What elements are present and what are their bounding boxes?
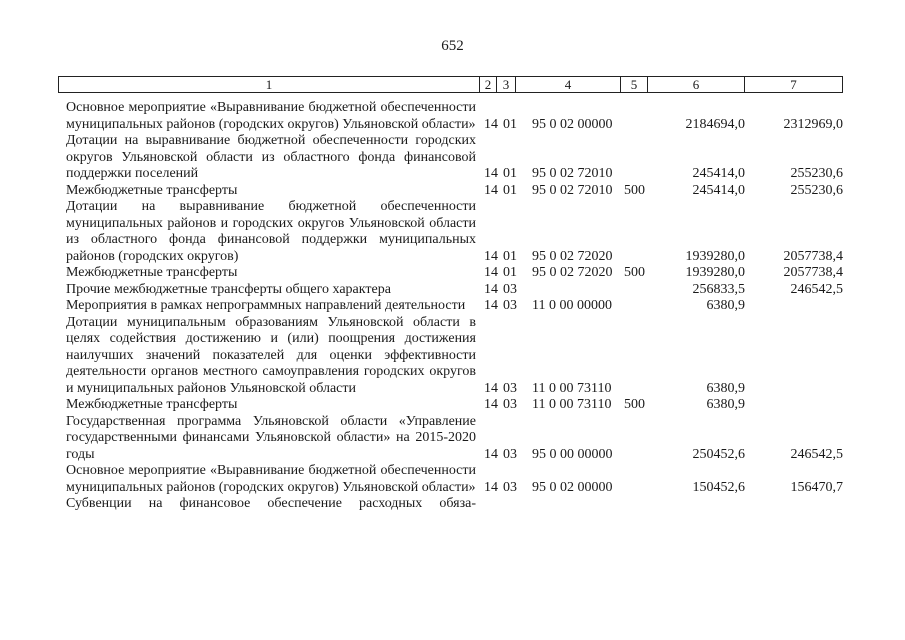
section-code: 14 <box>484 380 498 396</box>
section-code: 14 <box>484 265 498 280</box>
target-article-code: 95 0 02 72020 <box>532 265 613 280</box>
table-row <box>0 315 905 398</box>
subsection-code: 01 <box>503 265 517 280</box>
row-name: Государственная программа Ульяновской области «Управление государственными финансами Ульяновской области» на 2015-2020 годы <box>66 413 476 462</box>
table-row <box>0 298 905 315</box>
header-col-5: 5 <box>621 77 648 93</box>
target-article-code: 95 0 02 00000 <box>532 479 613 495</box>
row-name: Основное мероприятие «Выравнивание бюджетной обеспеченности муниципальных районов (городских округов) Ульяновской области» <box>66 100 476 132</box>
table-header <box>58 76 843 93</box>
table-row <box>0 183 905 200</box>
section-code: 14 <box>484 281 498 297</box>
amount-col-7: 2057738,4 <box>783 248 843 264</box>
row-name: Межбюджетные трансферты <box>66 265 238 280</box>
table-row <box>0 496 905 513</box>
target-article-code: 95 0 02 00000 <box>532 116 613 132</box>
amount-col-6: 245414,0 <box>692 182 745 198</box>
subsection-code: 03 <box>503 380 517 396</box>
amount-col-6: 256833,5 <box>692 281 745 297</box>
expense-type-code: 500 <box>624 265 645 280</box>
section-code: 14 <box>484 298 498 313</box>
table-row <box>0 282 905 299</box>
table-row <box>0 265 905 282</box>
target-article-code: 95 0 02 72010 <box>532 166 613 181</box>
subsection-code: 03 <box>503 479 517 495</box>
subsection-code: 03 <box>503 298 517 313</box>
target-article-code: 95 0 02 72020 <box>532 248 613 264</box>
section-code: 14 <box>484 446 498 462</box>
row-name: Основное мероприятие «Выравнивание бюджетной обеспеченности муниципальных районов (городских округов) Ульяновской области» <box>66 463 476 495</box>
subsection-code: 03 <box>503 281 517 297</box>
header-col-2: 2 <box>480 77 497 93</box>
page-number: 652 <box>441 38 464 54</box>
section-code: 14 <box>484 182 498 198</box>
section-code: 14 <box>484 397 498 412</box>
target-article-code: 95 0 00 00000 <box>532 446 613 462</box>
subsection-code: 01 <box>503 166 517 181</box>
amount-col-6: 6380,9 <box>706 298 745 313</box>
table-row <box>0 397 905 414</box>
amount-col-6: 250452,6 <box>692 446 745 462</box>
row-name: Дотации на выравнивание бюджетной обеспеченности муниципальных районов и городских округов Ульяновской области из областного фонда финансовой поддержки муниципальных районов (городских округов) <box>66 199 476 264</box>
row-name: Мероприятия в рамках непрограммных направлений деятельности <box>66 298 466 313</box>
table-row <box>0 463 905 496</box>
header-col-3: 3 <box>497 77 516 93</box>
target-article-code: 11 0 00 73110 <box>532 380 612 396</box>
amount-col-7: 2057738,4 <box>783 265 843 280</box>
row-name: Дотации на выравнивание бюджетной обеспеченности городских округов Ульяновской области из областного фонда финансовой поддержки поселений <box>66 133 476 181</box>
amount-col-6: 1939280,0 <box>685 265 745 280</box>
subsection-code: 01 <box>503 116 517 132</box>
target-article-code: 11 0 00 73110 <box>532 397 612 412</box>
amount-col-7: 255230,6 <box>790 182 843 198</box>
amount-col-6: 2184694,0 <box>685 116 745 132</box>
header-col-6: 6 <box>648 77 745 93</box>
row-name: Дотации муниципальным образованиям Ульяновской области в целях содействия достижению и (или) поощрения достижения наилучших значений показателей для оценки эффективности деятельности органов местного самоуправления городских округов и муниципальных районов Ульяновской области <box>66 314 476 396</box>
row-name: Межбюджетные трансферты <box>66 397 238 412</box>
expense-type-code: 500 <box>624 397 645 412</box>
budget-table-body <box>0 100 905 513</box>
row-name: Межбюджетные трансферты <box>66 182 238 198</box>
section-code: 14 <box>484 116 498 132</box>
subsection-code: 01 <box>503 182 517 198</box>
amount-col-6: 1939280,0 <box>685 248 745 264</box>
target-article-code: 95 0 02 72010 <box>532 182 613 198</box>
subsection-code: 03 <box>503 446 517 462</box>
row-name: Субвенции на финансовое обеспечение расходных обяза- <box>66 496 476 511</box>
amount-col-7: 156470,7 <box>790 479 843 495</box>
table-row <box>0 414 905 464</box>
table-row <box>0 133 905 183</box>
header-col-4: 4 <box>516 77 621 93</box>
amount-col-6: 6380,9 <box>706 397 745 412</box>
amount-col-7: 246542,5 <box>790 281 843 297</box>
header-col-7: 7 <box>745 77 843 93</box>
amount-col-6: 6380,9 <box>706 380 745 396</box>
target-article-code: 11 0 00 00000 <box>532 298 612 313</box>
expense-type-code: 500 <box>624 182 645 198</box>
section-code: 14 <box>484 479 498 495</box>
section-code: 14 <box>484 248 498 264</box>
subsection-code: 03 <box>503 397 517 412</box>
amount-col-6: 150452,6 <box>692 479 745 495</box>
amount-col-7: 246542,5 <box>790 446 843 462</box>
section-code: 14 <box>484 166 498 181</box>
table-row <box>0 100 905 133</box>
table-row <box>0 199 905 265</box>
amount-col-7: 255230,6 <box>790 166 843 181</box>
header-col-1: 1 <box>59 77 480 93</box>
row-name: Прочие межбюджетные трансферты общего характера <box>66 281 391 297</box>
amount-col-7: 2312969,0 <box>783 116 843 132</box>
amount-col-6: 245414,0 <box>692 166 745 181</box>
subsection-code: 01 <box>503 248 517 264</box>
